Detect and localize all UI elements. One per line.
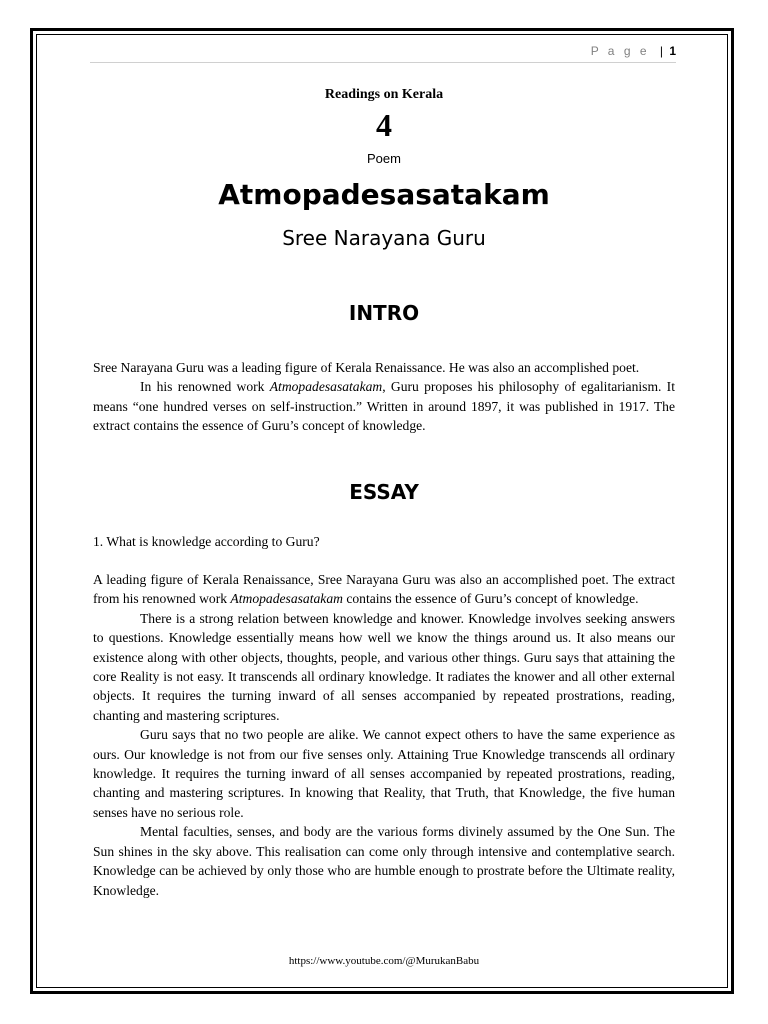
page-header — [90, 40, 676, 63]
essay-heading: ESSAY — [349, 480, 419, 504]
page-label: P a g e — [590, 44, 650, 58]
work-title-italic: Atmopadesasatakam — [269, 379, 383, 395]
intro-paragraph-2 — [93, 377, 675, 435]
essay-p1-text-end: contains the essence of Guru’s concept of knowledge. — [342, 591, 639, 607]
page-number: 1 — [669, 44, 676, 58]
essay-paragraph-2: There is a strong relation between knowledge and knower. Knowledge involves seeking answers to questions. Knowledge essentially means how well we know the things around us. It also means our existence along with other objects, thoughts, people, and various other things. Guru says that attaining the core Reality is not easy. It transcends all ordinary knowledge. It radiates the knower and all other external objects. It requires the turning inward of all senses accompanied by repeated prostrations, reading, chanting and mastering scriptures. — [93, 610, 675, 723]
series-title: Readings on Kerala — [324, 87, 444, 102]
work-title-italic: Atmopadesasatakam — [230, 591, 343, 607]
lesson-number: 4 — [376, 107, 392, 143]
footer-link[interactable]: https://www.youtube.com/@MurukanBabu — [288, 955, 480, 967]
intro-paragraph-1: Sree Narayana Guru was a leading figure of Kerala Renaissance. He was also an accomplished poet. — [93, 360, 640, 375]
author-name: Sree Narayana Guru — [282, 226, 486, 250]
intro-section — [93, 358, 675, 436]
essay-question: 1. What is knowledge according to Guru? — [93, 534, 320, 549]
essay-paragraph-3: Guru says that no two people are alike. We cannot expect others to have the same experience as ours. Our knowledge is not from our five senses only. Attaining True Knowledge transcends all ordinary knowledge. It requires the turning inward of all senses accompanied by repeated prostrations, reading, chanting and mastering scriptures. In knowing that Reality, that Truth, that Knowledge, the five human senses have no serious role. — [93, 727, 675, 820]
intro-p2-text-end: , Guru proposes his philosophy of egalitarianism. It means “one hundred verses on self-instruction.” Written in around 1897, it was published in 1917. The extract contains the essence of Guru’s concept of knowledge. — [93, 379, 675, 434]
essay-section — [93, 570, 675, 900]
genre-label: Poem — [367, 151, 401, 166]
intro-p2-text-start: In his renowned work — [140, 379, 270, 395]
essay-paragraph-4: Mental faculties, senses, and body are the various forms divinely assumed by the One Sun. The Sun shines in the sky above. This realisation can come only through intensive and contemplative search. Knowledge can be achieved by only those who are humble enough to prostrate before the Ultimate reality, Knowledge. — [93, 824, 675, 898]
intro-heading: INTRO — [348, 301, 420, 325]
essay-p1-text-start: A leading figure of Kerala Renaissance, Sree Narayana Guru was also an accomplished poet. The extract from his renowned work — [93, 572, 675, 607]
essay-paragraph-1 — [93, 570, 675, 609]
document-title: Atmopadesasatakam — [218, 178, 550, 211]
page-separator: | — [659, 44, 663, 58]
